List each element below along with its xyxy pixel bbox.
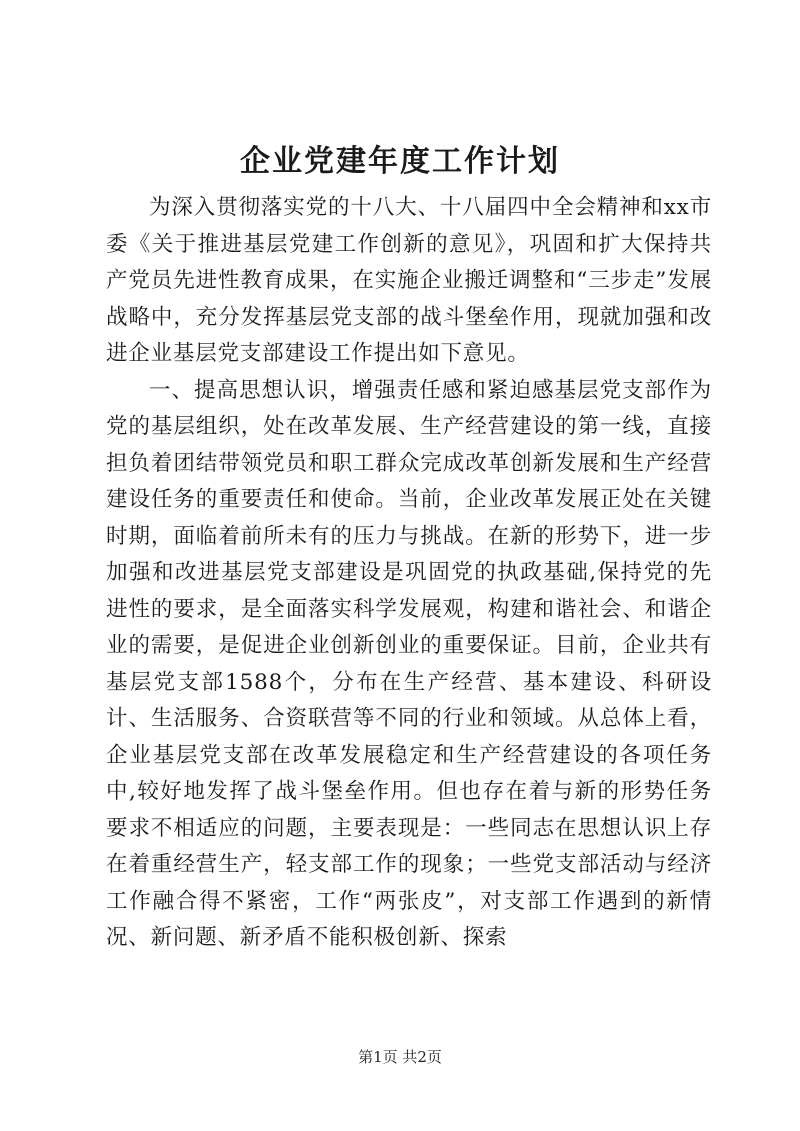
document-body [106, 190, 712, 957]
page-number-footer: 第1页 共2页 [358, 1048, 442, 1066]
paragraph-section-1: 一、提高思想认识，增强责任感和紧迫感基层党支部作为党的基层组织，处在改革发展、生产经营建设的第一线，直接担负着团结带领党员和职工群众完成改革创新发展和生产经营建设任务的重要责任和使命。当前，企业改革发展正处在关键时期，面临着前所未有的压力与挑战。在新的形势下，进一步加强和改进基层党支部建设是巩固党的执政基础,保持党的先进性的要求，是全面落实科学发展观，构建和谐社会、和谐企业的需要，是促进企业创新创业的重要保证。目前，企业共有基层党支部1588个，分布在生产经营、基本建设、科研设计、生活服务、合资联营等不同的行业和领域。从总体上看，企业基层党支部在改革发展稳定和生产经营建设的各项任务中,较好地发挥了战斗堡垒作用。但也存在着与新的形势任务要求不相适应的问题，主要表现是：一些同志在思想认识上存在着重经营生产，轻支部工作的现象；一些党支部活动与经济工作融合得不紧密，工作“两张皮”，对支部工作遇到的新情况、新问题、新矛盾不能积极创新、探索 [106, 377, 712, 950]
document-title: 企业党建年度工作计划 [240, 144, 560, 179]
paragraph-intro: 为深入贯彻落实党的十八大、十八届四中全会精神和xx市委《关于推进基层党建工作创新的意见》，巩固和扩大保持共产党员先进性教育成果，在实施企业搬迁调整和“三步走”发展战略中，充分发挥基层党支部的战斗堡垒作用，现就加强和改进企业基层党支部建设工作提出如下意见。 [106, 195, 712, 366]
